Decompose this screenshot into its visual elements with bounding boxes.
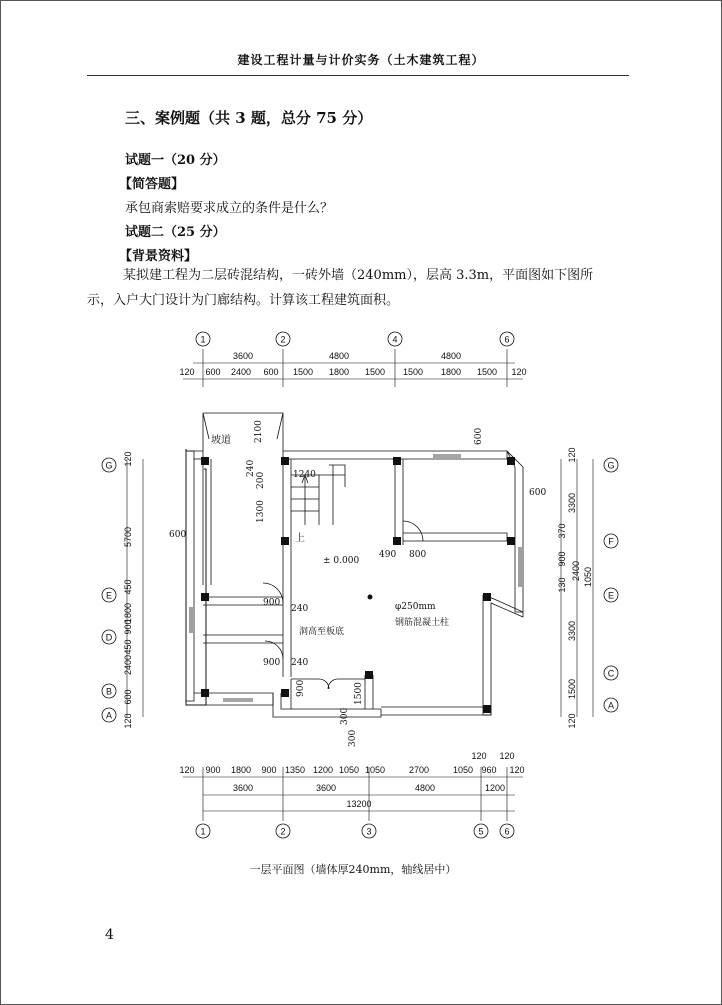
stair-arrow xyxy=(302,475,308,525)
left-dim-6: 2400 xyxy=(123,654,133,676)
top-detail-8: 1800 xyxy=(440,367,462,377)
bottom-axis-1-label: 1 xyxy=(200,826,206,837)
bottom-span-1: 3600 xyxy=(315,783,337,793)
bottom-detail-4: 1350 xyxy=(284,765,306,775)
top-detail-5: 1800 xyxy=(328,367,350,377)
column-4 xyxy=(507,457,515,465)
column-13 xyxy=(483,705,491,713)
q2-text-line1: 某拟建工程为二层砖混结构，一砖外墙（240mm），层高 3.3m，平面图如下图所 xyxy=(123,268,594,283)
label-d600-left: 600 xyxy=(169,530,187,540)
bottom-detail-9: 1050 xyxy=(452,765,474,775)
bottom-detail-8: 2700 xyxy=(408,765,430,775)
right-dim-0: 120 xyxy=(567,447,577,463)
window-bottom xyxy=(223,699,253,701)
bottom-axis-6-label: 6 xyxy=(504,826,510,837)
column-2 xyxy=(281,457,289,465)
left-dim-5: 450 xyxy=(123,639,133,655)
bottom-detail-0: 120 xyxy=(179,765,195,775)
label-stair-up: 上 xyxy=(295,533,305,544)
right-axis-A-label: A xyxy=(607,700,615,711)
bottom-axis-lines xyxy=(203,767,507,821)
label-d200: 200 xyxy=(256,471,266,489)
right-dim-6: 1050 xyxy=(583,566,593,588)
label-d1500: 1500 xyxy=(354,682,364,705)
window-top xyxy=(433,455,461,457)
top-detail-2: 2400 xyxy=(230,367,252,377)
right-dim-3: 900 xyxy=(557,551,567,567)
top-detail-0: 120 xyxy=(179,367,195,377)
label-elevation: ± 0.000 xyxy=(323,556,360,566)
q2-tag: 【背景资料】 xyxy=(119,249,198,264)
left-dim-0: 120 xyxy=(123,451,133,467)
label-d490: 490 xyxy=(379,550,397,560)
window-right xyxy=(519,547,521,587)
label-d240c: 240 xyxy=(291,658,309,668)
top-axis-1-label: 1 xyxy=(200,334,206,345)
bottom-detail-3: 900 xyxy=(261,765,277,775)
right-axis-E-label: E xyxy=(607,590,615,601)
left-axis-G-label: G xyxy=(105,460,113,471)
door-swing-2 xyxy=(265,641,283,659)
left-dim-4: 900 xyxy=(123,619,133,635)
outer-wall-left xyxy=(186,451,194,701)
bottom-top-label-1: 120 xyxy=(499,751,515,761)
top-detail-7: 1500 xyxy=(402,367,424,377)
right-dim-1: 3300 xyxy=(567,492,577,514)
right-dim-9: 120 xyxy=(567,713,577,729)
floor-plan-drawing xyxy=(83,327,623,857)
top-detail-4: 1500 xyxy=(292,367,314,377)
bottom-detail-7: 1050 xyxy=(364,765,386,775)
right-lower-wall xyxy=(483,595,523,715)
door-swing-4 xyxy=(319,679,338,689)
bottom-detail-5: 1200 xyxy=(312,765,334,775)
left-axis-B-label: B xyxy=(105,686,113,697)
bottom-detail-6: 1050 xyxy=(338,765,360,775)
left-dim-8: 120 xyxy=(123,713,133,729)
top-axis-6-label: 6 xyxy=(504,334,510,345)
right-axis-C-label: C xyxy=(607,668,615,679)
bottom-axis-3-label: 3 xyxy=(366,826,372,837)
right-dim-7: 3300 xyxy=(567,620,577,642)
left-axis-A-label: A xyxy=(105,710,113,721)
column-5 xyxy=(281,537,289,545)
bottom-right-wall xyxy=(381,707,491,715)
label-d800: 800 xyxy=(409,550,427,560)
column-10 xyxy=(201,689,209,697)
label-column: φ250mm xyxy=(395,602,436,612)
top-span-1: 4800 xyxy=(328,351,350,361)
q2-text-line2: 示，入户大门设计为门廊结构。计算该工程建筑面积。 xyxy=(87,293,400,308)
left-axis-E-label: E xyxy=(105,590,113,601)
bottom-detail-2: 1800 xyxy=(230,765,252,775)
section-title: 三、案例题（共 3 题，总分 75 分） xyxy=(125,109,373,127)
top-axis-4-label: 4 xyxy=(392,334,398,345)
label-hole: 洞高至板底 xyxy=(299,627,345,637)
label-d900a: 900 xyxy=(263,598,281,608)
column-8 xyxy=(201,593,209,601)
label-d1240: 1240 xyxy=(293,470,316,480)
left-dim-1: 5700 xyxy=(123,526,133,548)
top-span-0: 3600 xyxy=(232,351,254,361)
inner-wall-3 xyxy=(395,459,507,545)
left-dim-3: 1800 xyxy=(123,602,133,624)
label-d900c: 900 xyxy=(296,679,306,697)
inner-wall-2 xyxy=(283,459,291,677)
top-detail-9: 1500 xyxy=(476,367,498,377)
label-ramp: 坡道 xyxy=(211,435,231,446)
q2-body xyxy=(87,263,633,313)
column-marker xyxy=(368,595,373,600)
left-dim-7: 600 xyxy=(123,689,133,705)
right-axis-G-label: G xyxy=(607,460,615,471)
door-swing-3 xyxy=(403,521,423,541)
bottom-span-2: 4800 xyxy=(414,783,436,793)
label-d240a: 240 xyxy=(246,459,256,477)
bottom-span-0: 3600 xyxy=(232,783,254,793)
top-detail-1: 600 xyxy=(205,367,221,377)
column-1 xyxy=(201,457,209,465)
window-left xyxy=(190,607,192,633)
top-axis-2-label: 2 xyxy=(280,334,286,345)
label-d900b: 900 xyxy=(263,658,281,668)
column-11 xyxy=(281,689,289,697)
top-detail-10: 120 xyxy=(511,367,527,377)
page-number: 4 xyxy=(105,927,114,943)
bottom-detail-1: 900 xyxy=(205,765,221,775)
label-ramp-dim: 2100 xyxy=(254,420,264,443)
right-dim-5: 2400 xyxy=(571,560,581,582)
bottom-top-label-0: 120 xyxy=(471,751,487,761)
bottom-axis-5-label: 5 xyxy=(478,826,484,837)
running-header: 建设工程计量与计价实务（土木建筑工程） xyxy=(237,53,485,67)
label-d600-top: 600 xyxy=(474,427,484,445)
bottom-span-3: 1200 xyxy=(484,783,506,793)
column-9 xyxy=(483,593,491,601)
floor-plan-figure xyxy=(83,327,623,887)
q1-text: 承包商索赔要求成立的条件是什么？ xyxy=(125,201,334,216)
column-7 xyxy=(507,537,515,545)
right-dim-2: 370 xyxy=(557,523,567,539)
right-wall xyxy=(507,451,523,612)
label-d600-right: 600 xyxy=(529,488,547,498)
q2-title: 试题二（25 分） xyxy=(125,225,226,240)
bottom-axis-2-label: 2 xyxy=(280,826,286,837)
label-d1300: 1300 xyxy=(256,500,266,523)
right-dim-8: 1500 xyxy=(567,678,577,700)
right-dim-4: 130 xyxy=(557,577,567,593)
header-rule xyxy=(87,75,629,76)
label-d300a: 300 xyxy=(340,707,350,725)
column-6 xyxy=(393,537,401,545)
label-d300b: 300 xyxy=(348,729,358,747)
left-axis-D-label: D xyxy=(105,632,113,643)
top-detail-3: 600 xyxy=(263,367,279,377)
bottom-detail-11: 120 xyxy=(509,765,525,775)
top-span-2: 4800 xyxy=(440,351,462,361)
label-d240b: 240 xyxy=(291,604,309,614)
label-column-desc: 钢筋混凝土柱 xyxy=(395,618,450,628)
top-detail-6: 1500 xyxy=(364,367,386,377)
q1-title: 试题一（20 分） xyxy=(125,153,226,168)
inner-wall-1 xyxy=(203,459,211,585)
right-axis-F-label: F xyxy=(608,536,614,547)
bottom-detail-10: 960 xyxy=(481,765,497,775)
column-3 xyxy=(393,457,401,465)
bottom-total: 13200 xyxy=(346,799,372,809)
column-12 xyxy=(365,671,373,679)
q1-tag: 【简答题】 xyxy=(119,177,185,192)
left-dim-2: 450 xyxy=(123,579,133,595)
figure-caption: 一层平面图（墙体厚240mm，轴线居中） xyxy=(249,863,457,876)
